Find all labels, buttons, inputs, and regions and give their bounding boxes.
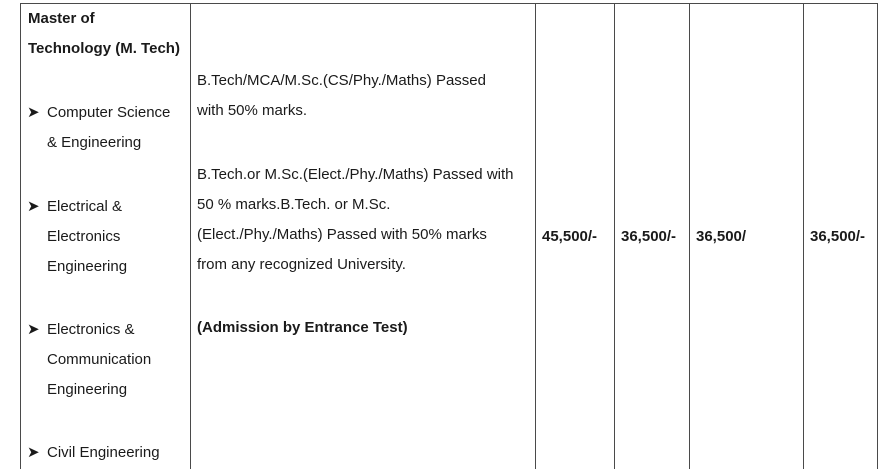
fee-value: 36,500/-: [621, 228, 677, 245]
eligibility-line: (Elect./Phy./Maths) Passed with 50% marks: [197, 226, 487, 243]
column-divider: [689, 3, 690, 469]
eligibility-line: from any recognized University.: [197, 256, 406, 273]
fee-value: 45,500/-: [542, 228, 598, 245]
specialization-label: Electronics: [47, 228, 121, 245]
course-title-line1: Master of: [28, 10, 95, 27]
specialization-item: [27, 315, 151, 405]
specialization-label: Engineering: [47, 381, 128, 398]
course-title-line2: Technology (M. Tech): [28, 40, 180, 57]
specialization-label: Communication: [47, 351, 152, 368]
specialization-item: [27, 98, 170, 158]
eligibility-line: B.Tech.or M.Sc.(Elect./Phy./Maths) Passed with: [197, 166, 514, 183]
column-divider: [190, 3, 191, 469]
specialization-item: [27, 192, 127, 282]
eligibility-line: 50 % marks.B.Tech. or M.Sc.: [197, 196, 391, 213]
eligibility-line: B.Tech/MCA/M.Sc.(CS/Phy./Maths) Passed: [197, 72, 486, 89]
admission-note: (Admission by Entrance Test): [197, 319, 408, 336]
eligibility-block-2: [197, 160, 514, 280]
specialization-label: Electrical &: [47, 198, 123, 215]
fee-value: 36,500/: [696, 228, 747, 245]
column-divider: [877, 3, 878, 469]
specialization-item: [27, 438, 160, 468]
column-divider: [20, 3, 21, 469]
eligibility-block-1: [197, 66, 486, 126]
arrow-right-icon: ➤: [27, 321, 40, 338]
fee-value: 36,500/-: [810, 228, 866, 245]
arrow-right-icon: ➤: [27, 444, 40, 461]
specialization-label: Computer Science: [47, 104, 171, 121]
specialization-label: Electronics &: [47, 321, 135, 338]
eligibility-line: with 50% marks.: [197, 102, 308, 119]
specialization-label: Engineering: [47, 258, 128, 275]
arrow-right-icon: ➤: [27, 198, 40, 215]
column-divider: [535, 3, 536, 469]
course-title: [28, 4, 180, 64]
specialization-label: Civil Engineering: [47, 444, 160, 461]
column-divider: [614, 3, 615, 469]
arrow-right-icon: ➤: [27, 104, 40, 121]
column-divider: [803, 3, 804, 469]
specialization-label: & Engineering: [47, 134, 142, 151]
